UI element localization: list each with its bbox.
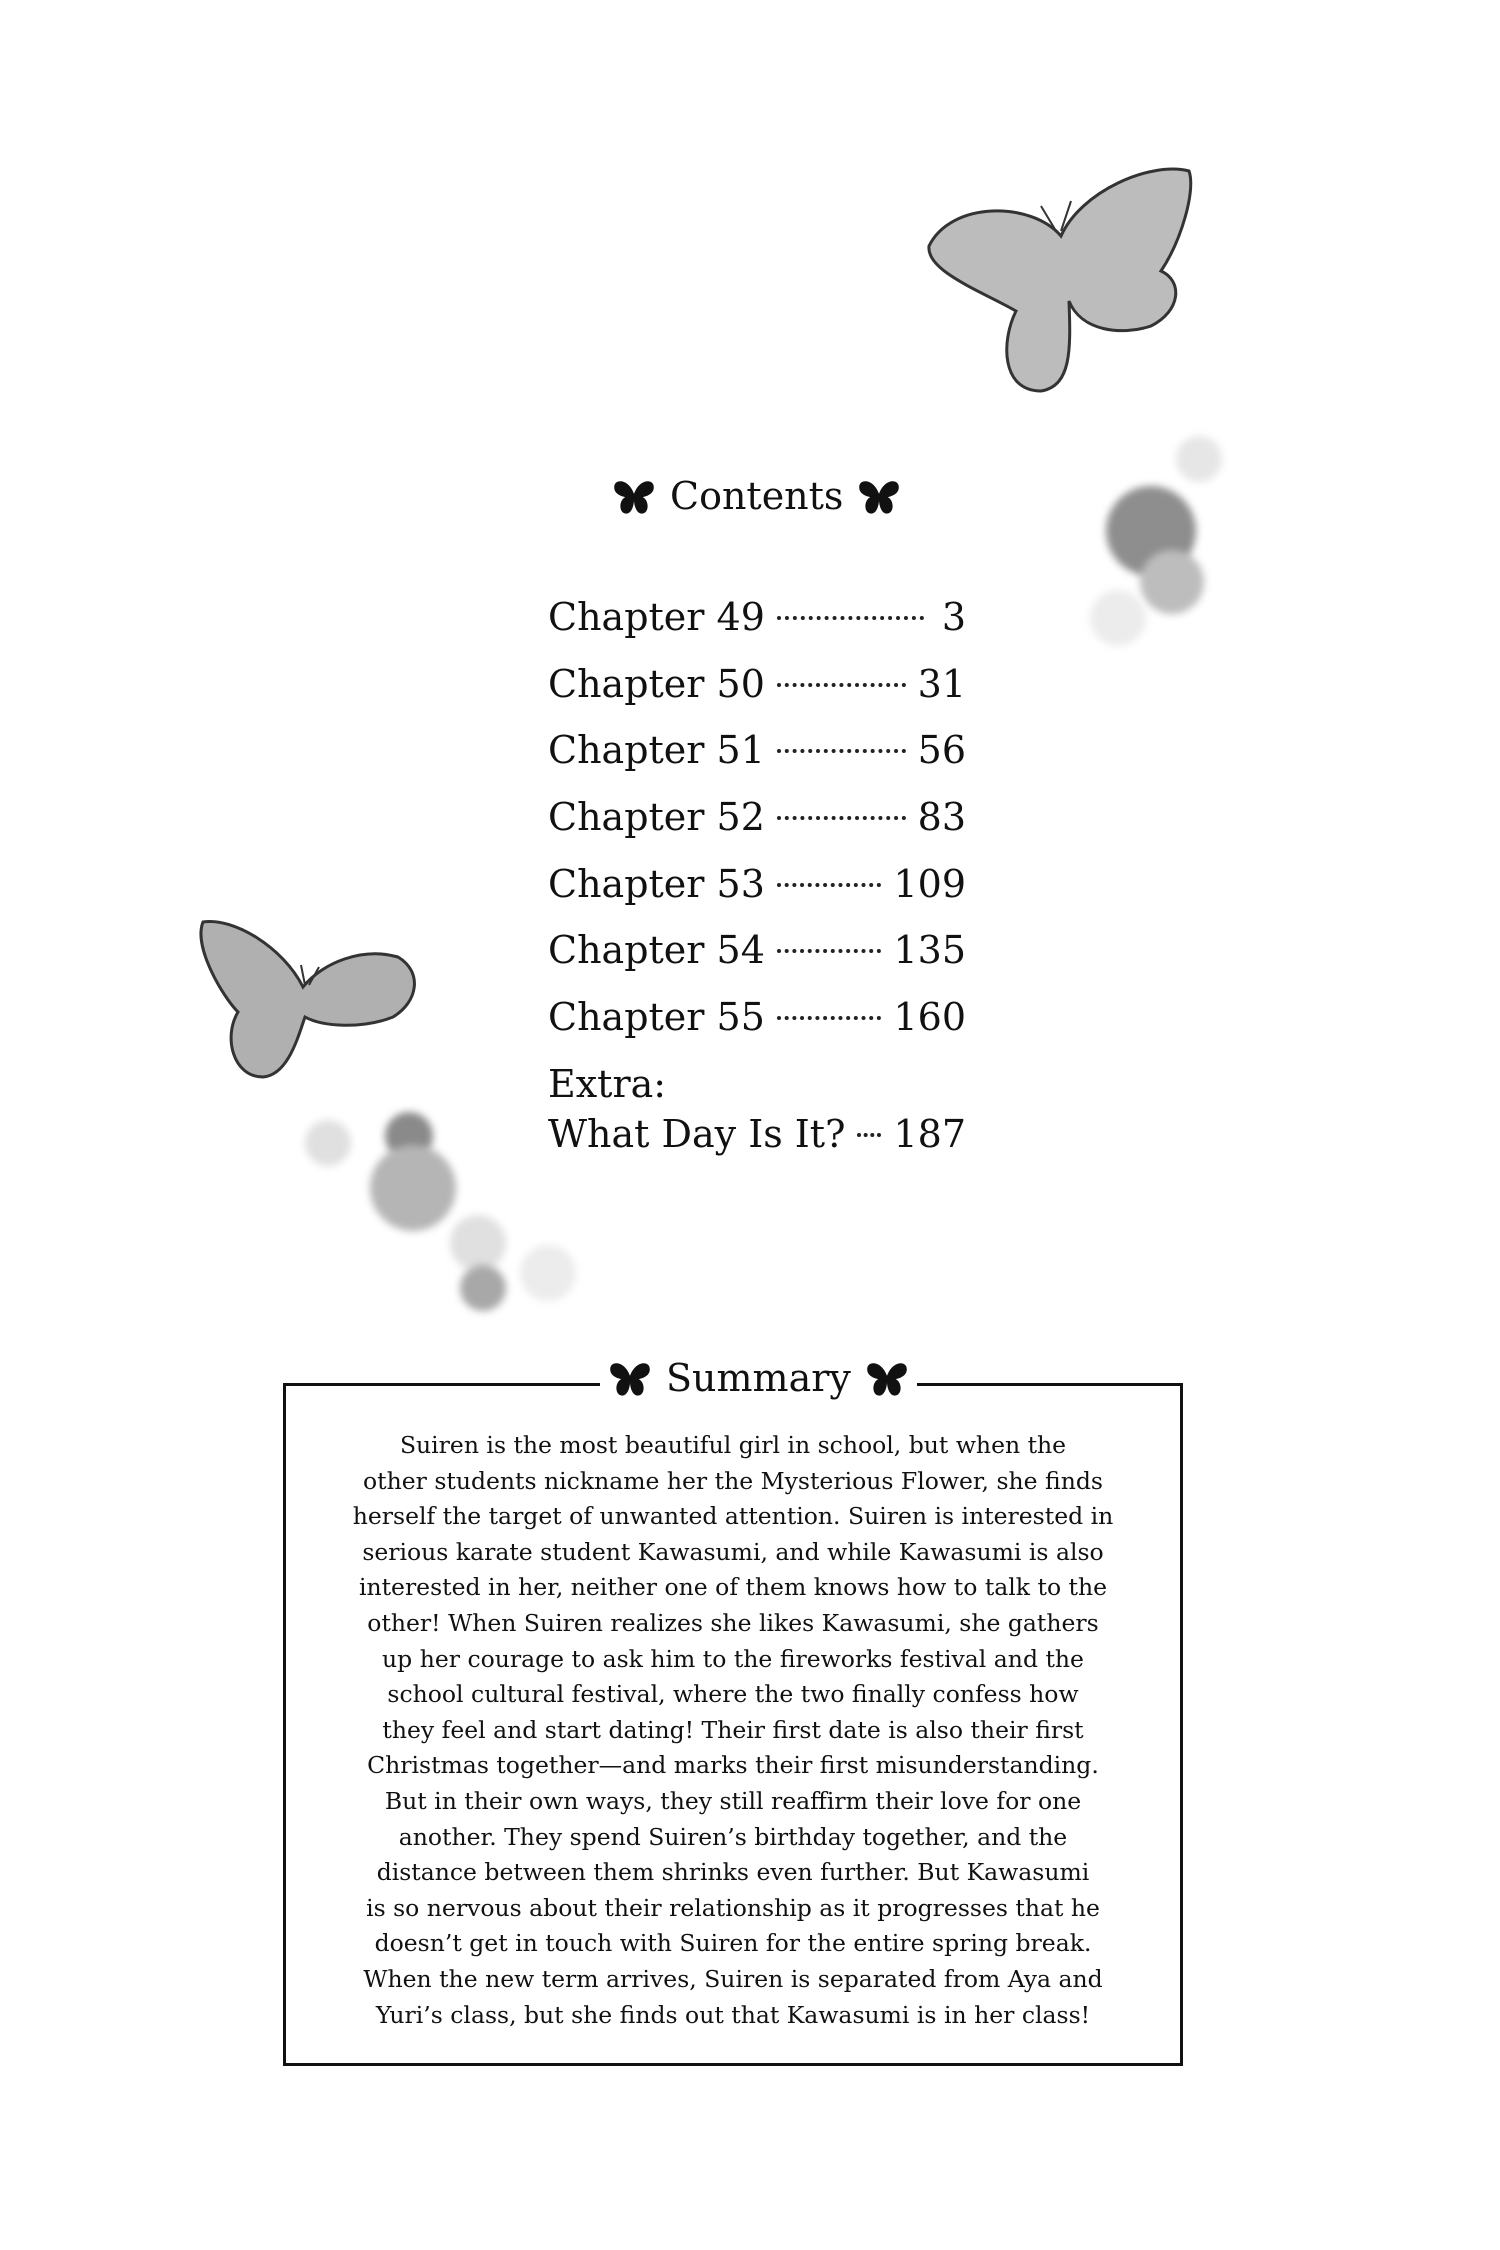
summary-line: herself the target of unwanted attention. Suiren is interested in [352,1502,1114,1531]
bokeh-dot [520,1245,576,1301]
toc-entry[interactable] [548,728,966,795]
chapter-label: Chapter 53 [548,861,765,906]
extra-prefix: Extra: [548,1061,667,1106]
page-number: 31 [917,661,966,706]
summary-line: is so nervous about their relationship as it progresses that he [366,1893,1100,1922]
chapter-label: Chapter 52 [548,795,765,840]
contents-heading [612,474,901,518]
summary-line: up her courage to ask him to the fireworks festival and the [382,1644,1084,1673]
butterfly-icon [857,474,901,518]
summary-line: doesn’t get in touch with Suiren for the entire spring break. [374,1929,1092,1958]
leader-dots [777,616,924,620]
butterfly-icon [612,474,656,518]
summary-title: Summary [666,1356,851,1400]
leader-dots [777,683,906,687]
leader-dots [777,749,906,753]
toc-entry[interactable] [548,795,966,862]
leader-dots [777,949,882,953]
bokeh-dot [450,1215,506,1271]
page-number: 187 [893,1111,966,1156]
summary-line: interested in her, neither one of them knows how to talk to the [358,1573,1108,1602]
table-of-contents [548,595,966,1179]
chapter-label: Chapter 49 [548,595,765,639]
page-number: 56 [917,728,966,773]
page-number: 109 [893,861,966,906]
summary-line: Suiren is the most beautiful girl in school, but when the [399,1431,1067,1459]
summary-text [300,1428,1166,2033]
toc-entry[interactable] [548,995,966,1062]
summary-line: But in their own ways, they still reaffirm their love for one [384,1786,1082,1815]
toc-entry[interactable] [548,862,966,929]
bokeh-dot [1140,550,1204,614]
bokeh-dot [1176,436,1222,482]
leader-dots [777,816,906,820]
butterfly-icon [608,1356,652,1400]
chapter-label: Chapter 50 [548,661,765,706]
page-number: 3 [941,595,966,639]
chapter-label: Chapter 51 [548,728,765,773]
summary-line: school cultural festival, where the two finally confess how [387,1680,1079,1709]
summary-line: serious karate student Kawasumi, and while Kawasumi is also [362,1537,1104,1566]
chapter-label: What Day Is It? [548,1111,846,1156]
butterfly-illustration-left [193,917,423,1085]
butterfly-illustration-top-right [921,161,1201,401]
toc-entry[interactable] [548,662,966,729]
contents-title: Contents [670,474,844,518]
bokeh-dot [305,1120,351,1166]
chapter-label: Chapter 55 [548,995,765,1040]
summary-line: distance between them shrinks even further. But Kawasumi [376,1858,1090,1887]
summary-line: Yuri’s class, but she finds out that Kawasumi is in her class! [375,2000,1091,2029]
leader-dots [777,1016,882,1020]
page-number: 135 [893,928,966,973]
summary-line: Christmas together—and marks their first misunderstanding. [367,1751,1099,1780]
chapter-label: Chapter 54 [548,928,765,973]
summary-line: another. They spend Suiren’s birthday together, and the [398,1822,1068,1851]
bokeh-dot [1090,590,1146,646]
leader-dots [777,883,882,887]
page-number: 160 [893,995,966,1040]
toc-entry[interactable] [548,595,966,662]
summary-line: they feel and start dating! Their first date is also their first [382,1715,1084,1744]
summary-heading [600,1356,917,1400]
bokeh-dot [370,1145,456,1231]
summary-line: other students nickname her the Mysterious Flower, she finds [363,1466,1103,1495]
toc-entry-extra[interactable] [548,1112,966,1179]
summary-line: When the new term arrives, Suiren is separated from Aya and [363,1964,1103,1993]
butterfly-icon [865,1356,909,1400]
toc-entry[interactable] [548,928,966,995]
toc-extra-prefix-row [548,1062,966,1112]
bokeh-dot [460,1265,506,1311]
summary-line: other! When Suiren realizes she likes Kawasumi, she gathers [367,1608,1099,1637]
leader-dots [857,1133,881,1137]
page-number: 83 [917,795,966,840]
